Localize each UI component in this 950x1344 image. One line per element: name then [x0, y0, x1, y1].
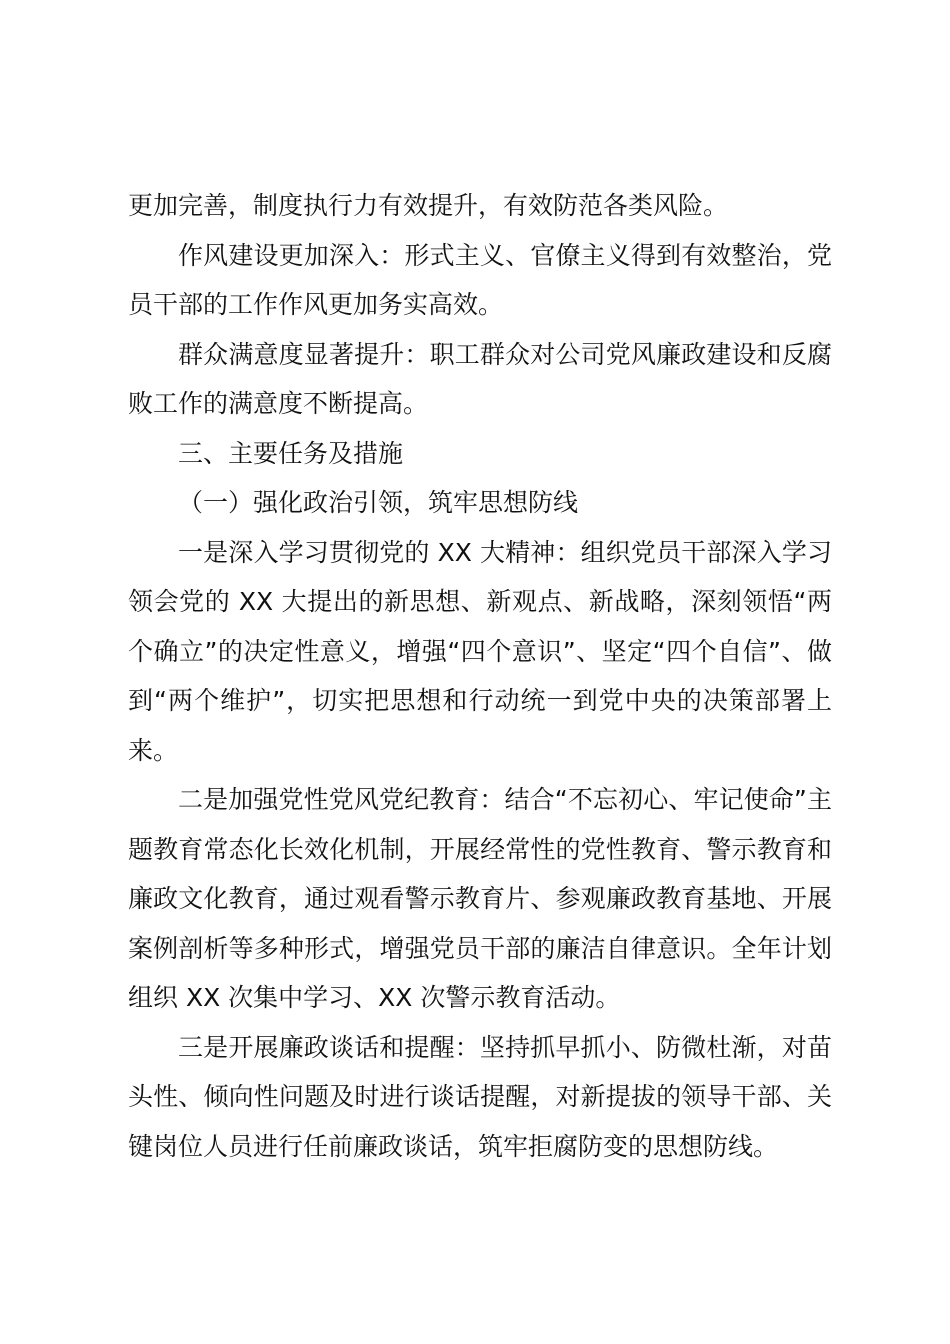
paragraph-item-one: 一是深入学习贯彻党的 XX 大精神：组织党员干部深入学习领会党的 XX 大提出的新思想、新观点、新战略，深刻领悟“两个确立”的决定性意义，增强“四个意识”、坚定“四个自信”、做到“两个维护”，切实把思想和行动统一到党中央的决策部署上来。 — [128, 537, 832, 765]
document-body — [128, 181, 832, 1171]
subsection-heading-political-guidance: （一）强化政治引领，筑牢思想防线 — [178, 488, 579, 517]
section-heading-main-tasks: 三、主要任务及措施 — [178, 438, 404, 468]
paragraph-continuation: 更加完善，制度执行力有效提升，有效防范各类风险。 — [128, 191, 729, 220]
paragraph-work-style: 作风建设更加深入：形式主义、官僚主义得到有效整治，党员干部的工作作风更加务实高效。 — [128, 240, 832, 319]
paragraph-item-two: 二是加强党性党风党纪教育：结合“不忘初心、牢记使命”主题教育常态化长效化机制，开展经常性的党性教育、警示教育和廉政文化教育，通过观看警示教育片、参观廉政教育基地、开展案例剖析等多种形式，增强党员干部的廉洁自律意识。全年计划组织 XX 次集中学习、XX 次警示教育活动。 — [128, 785, 832, 1012]
paragraph-item-three: 三是开展廉政谈话和提醒：坚持抓早抓小、防微杜渐，对苗头性、倾向性问题及时进行谈话提醒，对新提拔的领导干部、关键岗位人员进行任前廉政谈话，筑牢拒腐防变的思想防线。 — [128, 1032, 832, 1161]
paragraph-satisfaction: 群众满意度显著提升：职工群众对公司党风廉政建设和反腐败工作的满意度不断提高。 — [128, 339, 832, 418]
